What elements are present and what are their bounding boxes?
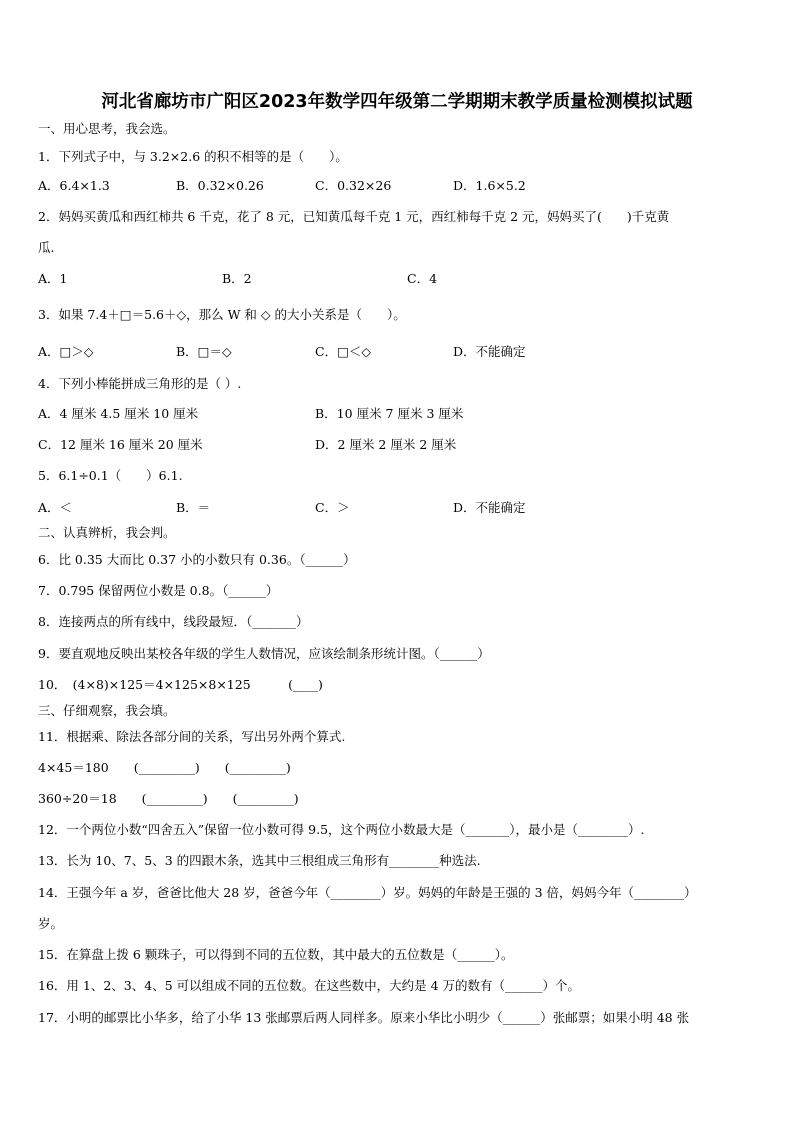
page-title: 河北省廊坊市广阳区2023年数学四年级第二学期期末教学质量检测模拟试题 [101,92,693,112]
q3-option-d: D．不能确定 [453,344,526,359]
question-3: 3．如果 7.4＋□＝5.6＋◇，那么 W 和 ◇ 的大小关系是（ ）。 [38,307,406,322]
q1-option-c: C．0.32×26 [315,178,392,193]
q2-option-b: B．2 [222,271,252,286]
question-5: 5．6.1÷0.1（ ）6.1. [38,468,183,483]
question-17: 17．小明的邮票比小华多，给了小华 13 张邮票后两人同样多。原来小华比小明少（______）张邮票；如果小明 48 张 [38,1010,690,1025]
q3-option-b: B．□＝◇ [176,344,232,359]
q4-option-a: A．4 厘米 4.5 厘米 10 厘米 [38,406,199,421]
section-heading-1: 一、用心思考，我会选。 [38,121,176,136]
question-13: 13．长为 10、7、5、3 的四跟木条，选其中三根组成三角形有________种选法. [38,853,481,868]
q4-option-c: C．12 厘米 16 厘米 20 厘米 [38,437,203,452]
question-14-cont: 岁。 [38,916,64,931]
question-9: 9．要直观地反映出某校各年级的学生人数情况，应该绘制条形统计图。（______） [38,646,490,661]
q1-option-d: D．1.6×5.2 [453,178,526,193]
question-6: 6．比 0.35 大而比 0.37 小的小数只有 0.36。（______） [38,552,356,567]
q5-option-c: C．＞ [315,500,350,515]
q5-option-b: B．＝ [176,500,211,515]
question-4: 4．下列小棒能拼成三角形的是（ ）. [38,376,242,391]
q2-option-a: A．1 [38,271,68,286]
question-11: 11．根据乘、除法各部分间的关系，写出另外两个算式. [38,729,346,744]
question-11-row-1: 4×45＝180 (_________) (_________) [38,760,291,775]
q2-option-c: C．4 [407,271,438,286]
q5-option-d: D．不能确定 [453,500,526,515]
question-10: 10． (4×8)×125＝4×125×8×125 (____) [38,677,323,692]
section-heading-3: 三、仔细观察，我会填。 [38,703,176,718]
question-2-cont: 瓜. [38,240,55,255]
q1-option-b: B．0.32×0.26 [176,178,264,193]
q4-option-b: B．10 厘米 7 厘米 3 厘米 [315,406,464,421]
question-15: 15．在算盘上拨 6 颗珠子，可以得到不同的五位数，其中最大的五位数是（______）。 [38,947,514,962]
question-8: 8．连接两点的所有线中，线段最短．（_______） [38,614,309,629]
question-16: 16．用 1、2、3、4、5 可以组成不同的五位数。在这些数中，大约是 4 万的数有（______）个。 [38,978,581,993]
question-7: 7．0.795 保留两位小数是 0.8。（______） [38,583,279,598]
section-heading-2: 二、认真辨析，我会判。 [38,525,176,540]
question-12: 12．一个两位小数“四舍五入”保留一位小数可得 9.5，这个两位小数最大是（_______），最小是（________）. [38,822,645,837]
q3-option-c: C．□＜◇ [315,344,371,359]
question-2: 2．妈妈买黄瓜和西红柿共 6 千克，花了 8 元，已知黄瓜每千克 1 元，西红柿每千克 2 元，妈妈买了( )千克黄 [38,209,670,224]
q5-option-a: A．＜ [38,500,73,515]
q3-option-a: A．□＞◇ [38,344,94,359]
question-14: 14．王强今年 a 岁，爸爸比他大 28 岁，爸爸今年（________）岁。妈妈的年龄是王强的 3 倍，妈妈今年（________） [38,885,697,900]
question-11-row-2: 360÷20＝18 (_________) (_________) [38,791,299,806]
q4-option-d: D．2 厘米 2 厘米 2 厘米 [315,437,457,452]
question-1: 1．下列式子中，与 3.2×2.6 的积不相等的是（ ）。 [38,149,348,164]
q1-option-a: A．6.4×1.3 [38,178,110,193]
